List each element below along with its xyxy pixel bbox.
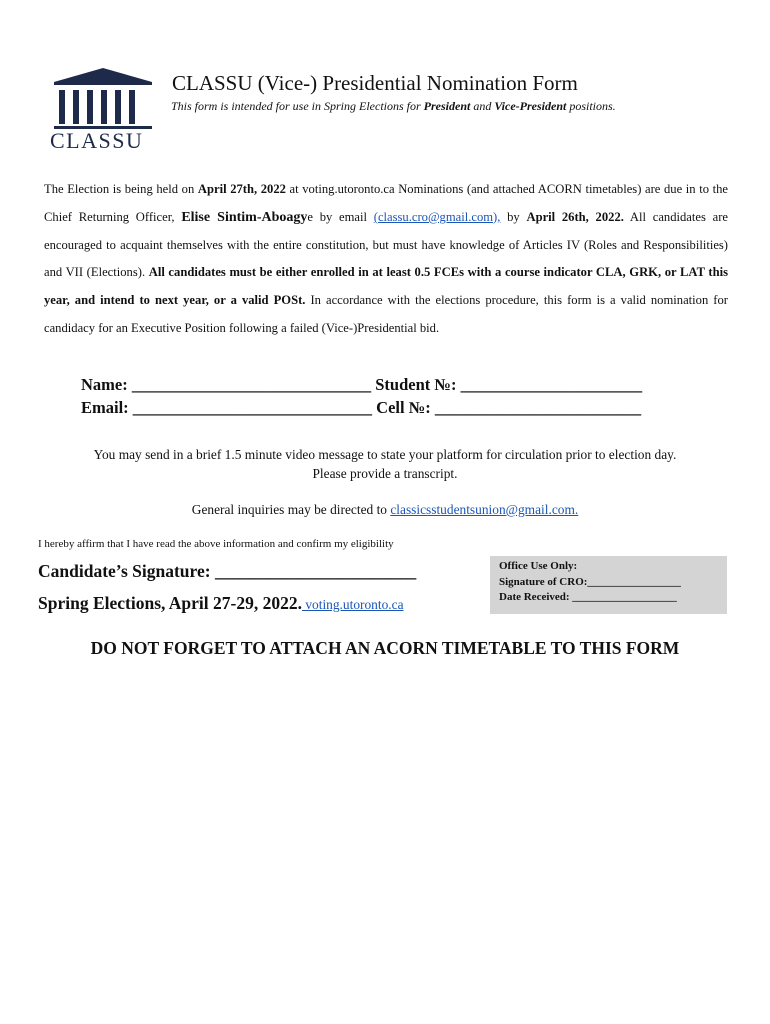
form-subtitle: This form is intended for use in Spring Elections for President and Vice-President positions. [171, 99, 616, 113]
acorn-timetable-warning: DO NOT FORGET TO ATTACH AN ACORN TIMETABLE TO THIS FORM [90, 638, 680, 658]
office-use-box [490, 556, 727, 614]
date-received-field: Date Received: ___________________ [499, 591, 677, 603]
inquiries-email-link[interactable]: classicsstudentsunion@gmail.com. [390, 502, 579, 517]
logo-wordmark: CLASSU [50, 128, 144, 153]
video-instructions: You may send in a brief 1.5 minute video message to state your platform for circulation prior to election day. Please provide a transcript. [93, 447, 677, 481]
name-student-number-field[interactable]: Name: _____________________________ Student №: ______________________ [81, 375, 643, 394]
eligibility-requirement: All candidates must be either enrolled in at least 0.5 FCEs with a course indicator CLA, GRK, or LAT this year, and intend to next year, or a valid POSt. [44, 265, 728, 308]
candidate-signature-field[interactable]: Candidate’s Signature: _______________________ [38, 561, 417, 581]
voting-link[interactable]: voting.utoronto.ca [301, 597, 404, 612]
email-cell-field[interactable]: Email: _____________________________ Cell №: _________________________ [81, 398, 642, 417]
spring-elections-line: Spring Elections, April 27-29, 2022. voting.utoronto.ca [38, 593, 404, 613]
intro-paragraph: The Election is being held on April 27th, 2022 at voting.utoronto.ca Nominations (and attached ACORN timetables) are due in to the Chief Returning Officer, Elise Sintim-Aboagye by email (classu.cro@gmail.com), by April 26th, 2022. All candidates are encouraged to acquaint themselves with the entire constitution, but must have knowledge of Articles IV (Roles and Responsibilities) and VII (Elections). All candidates must be either enrolled in at least 0.5 FCEs with a course indicator CLA, GRK, or LAT this year, and intend to next year, or a valid POSt. In accordance with the elections procedure, this form is a valid nomination for candidacy for an Executive Position following a failed (Vice-)Presidential bid. [44, 182, 728, 335]
office-use-title: Office Use Only: [499, 560, 578, 572]
cro-signature-field: Signature of CRO:_________________ [499, 575, 681, 588]
inquiries-line: General inquiries may be directed to classicsstudentsunion@gmail.com. [191, 502, 579, 517]
affirmation-text: I hereby affirm that I have read the above information and confirm my eligibility [38, 538, 394, 550]
form-title: CLASSU (Vice-) Presidential Nomination Form [172, 71, 578, 95]
cro-email-link[interactable]: (classu.cro@gmail.com), [373, 209, 501, 224]
